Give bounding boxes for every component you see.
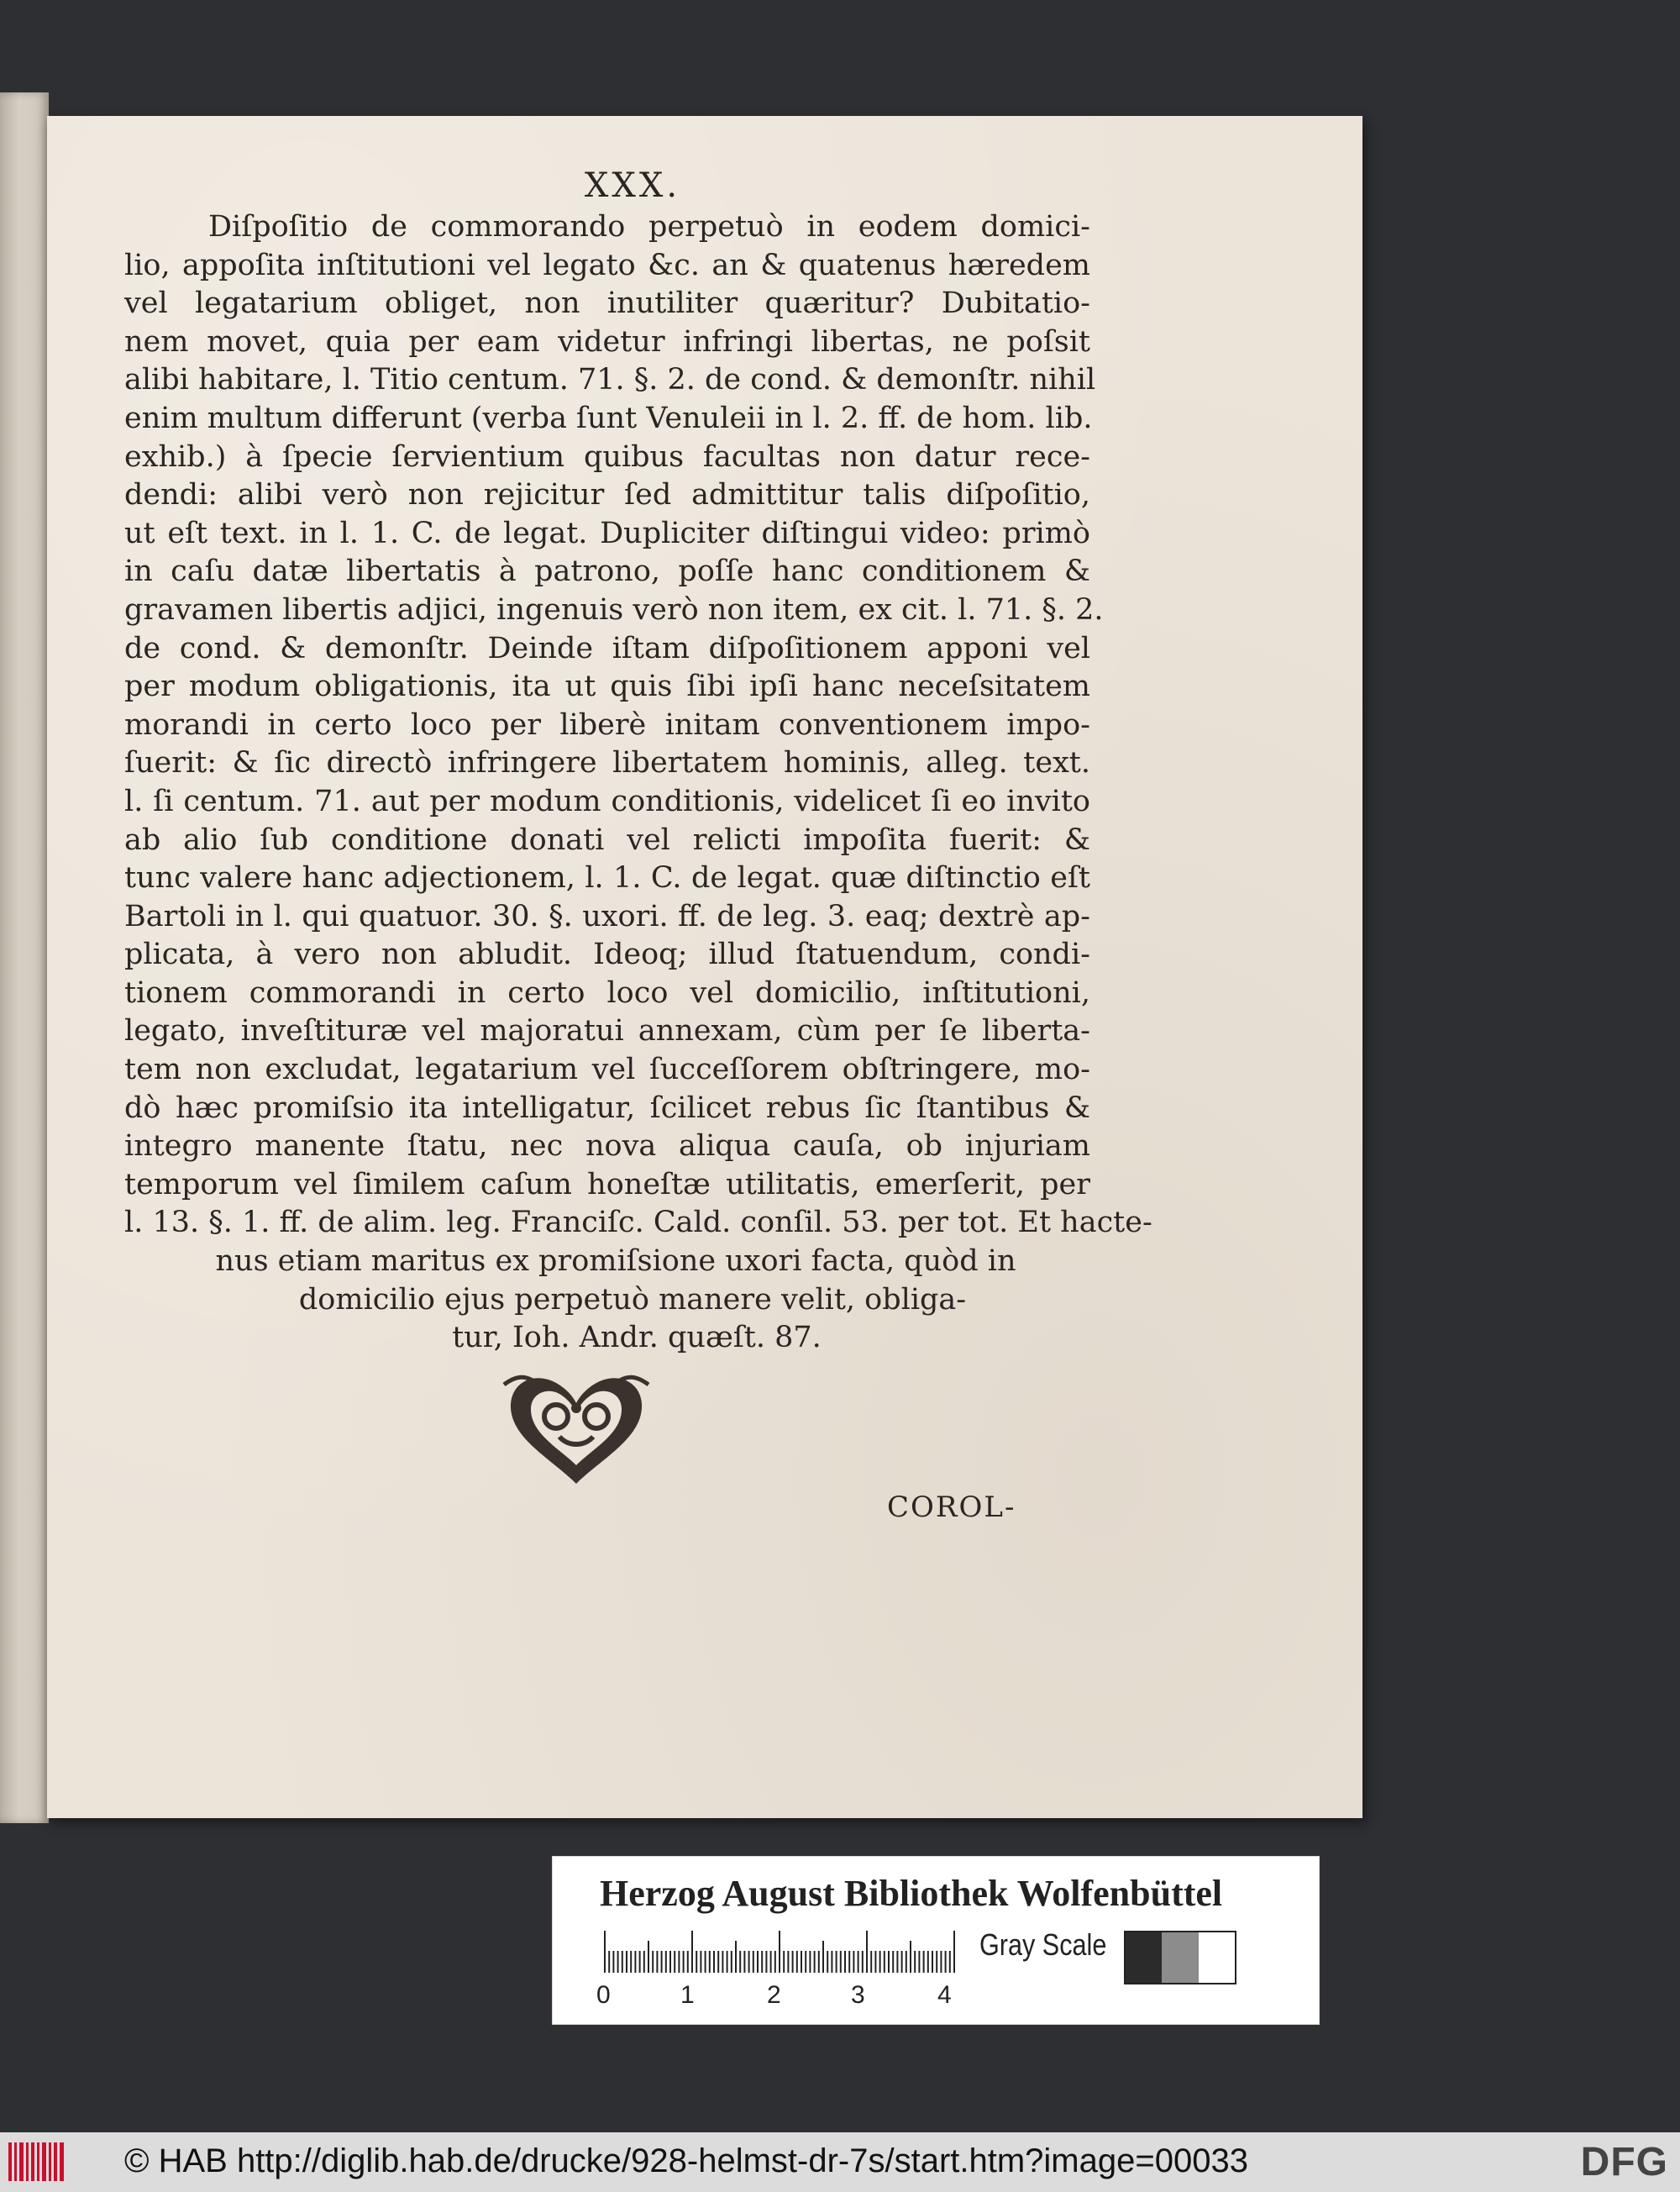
dfg-logo: DFG	[1580, 2140, 1668, 2184]
footer-bar	[0, 2132, 1680, 2192]
text-line: temporum vel ſimilem caſum honeſtæ utilitatis, emerſerit, per	[124, 1167, 1090, 1201]
barcode-icon	[8, 2142, 66, 2181]
text-line: tem non excludat, legatarium vel ſucceſſorem obſtringere, mo-	[124, 1053, 1090, 1087]
catchword: COROL-	[887, 1490, 1016, 1524]
text-line: nus etiam maritus ex promiſsione uxori facta, quòd in	[215, 1244, 1016, 1279]
text-line: Diſpoſitio de commorando perpetuò in eodem domici-	[208, 210, 1090, 244]
text-line: alibi habitare, l. Titio centum. 71. §. 2. de cond. & demonſtr. nihil	[124, 363, 1096, 397]
text-line: plicata, à vero non abludit. Ideoq; illud ſtatuendum, condi-	[124, 938, 1090, 972]
copyright-url[interactable]: © HAB http://diglib.hab.de/drucke/928-helmst-dr-7s/start.htm?image=00033	[124, 2142, 1248, 2179]
text-line: ab alio ſub conditione donati vel relicti impoſita fuerit: &	[124, 823, 1090, 857]
text-line: ſuerit: & ſic directò infringere libertatem hominis, alleg. text.	[124, 746, 1090, 781]
text-line: vel legatarium obliget, non inutiliter quæritur? Dubitatio-	[124, 286, 1090, 321]
page-text	[124, 166, 1152, 1358]
gray-scale-swatch	[1124, 1931, 1236, 1984]
section-heading: XXX.	[584, 166, 681, 205]
text-line: domicilio ejus perpetuò manere velit, obliga-	[298, 1282, 967, 1317]
text-line: de cond. & demonſtr. Deinde iſtam diſpoſitionem apponi vel	[124, 631, 1090, 665]
text-line: lio, appoſita inſtitutioni vel legato &c. an & quatenus hæredem	[124, 248, 1090, 282]
ruler-number: 4	[937, 1981, 952, 2009]
text-line: morandi in certo loco per liberè initam conventionem impo-	[124, 707, 1090, 742]
heart-ornament-icon	[501, 1366, 652, 1492]
text-line: nem movet, quia per eam videtur infringi libertas, ne poſsit	[124, 324, 1090, 359]
previous-page-edge	[0, 92, 49, 1823]
ruler-scale	[601, 1931, 963, 1981]
text-line: tunc valere hanc adjectionem, l. 1. C. de legat. quæ diſtinctio eſt	[124, 861, 1090, 896]
book-page	[47, 116, 1362, 1818]
text-line: tur, Ioh. Andr. quæſt. 87.	[452, 1321, 822, 1355]
swatch-light	[1199, 1932, 1235, 1983]
text-line: l. 13. §. 1. ff. de alim. leg. Franciſc. Cald. conſil. 53. per tot. Et hacte-	[124, 1206, 1152, 1240]
text-line: gravamen libertis adjici, ingenuis verò non item, ex cit. l. 71. §. 2.	[124, 592, 1104, 627]
text-line: in caſu datæ libertatis à patrono, poſſe hanc conditionem &	[124, 555, 1090, 589]
text-line: ut eſt text. in l. 1. C. de legat. Dupliciter diſtingui video: primò	[124, 516, 1090, 550]
ruler-number: 1	[680, 1981, 695, 2009]
text-line: enim multum differunt (verba ſunt Venuleii in l. 2. ff. de hom. lib.	[124, 401, 1093, 435]
scale-card	[552, 1856, 1320, 2025]
ruler-number: 3	[851, 1981, 865, 2009]
text-line: dò hæc promiſsio ita intelligatur, ſcilicet rebus ſic ſtantibus &	[124, 1091, 1090, 1125]
text-line: integro manente ſtatu, nec nova aliqua cauſa, ob injuriam	[124, 1129, 1090, 1164]
ruler-number: 0	[596, 1981, 611, 2009]
gray-scale-label: Gray Scale	[979, 1927, 1107, 1962]
text-line: exhib.) à ſpecie ſervientium quibus facultas non datur rece-	[124, 439, 1090, 474]
text-line: legato, inveſtituræ vel majoratui annexam, cùm per ſe liberta-	[124, 1014, 1090, 1049]
swatch-mid	[1162, 1932, 1198, 1983]
text-line: tionem commorandi in certo loco vel domicilio, inſtitutioni,	[124, 975, 1090, 1010]
text-line: per modum obligationis, ita ut quis ſibi ipſi hanc neceſsitatem	[124, 670, 1090, 704]
library-title: Herzog August Bibliothek Wolfenbüttel	[600, 1873, 1223, 1914]
text-line: dendi: alibi verò non rejicitur ſed admittitur talis diſpoſitio,	[124, 478, 1090, 513]
text-line: Bartoli in l. qui quatuor. 30. §. uxori. ff. de leg. 3. eaq; dextrè ap-	[124, 899, 1090, 933]
text-line: l. ſi centum. 71. aut per modum conditionis, videlicet ſi eo invito	[124, 784, 1090, 818]
swatch-dark	[1126, 1932, 1162, 1983]
ruler-number: 2	[767, 1981, 781, 2009]
